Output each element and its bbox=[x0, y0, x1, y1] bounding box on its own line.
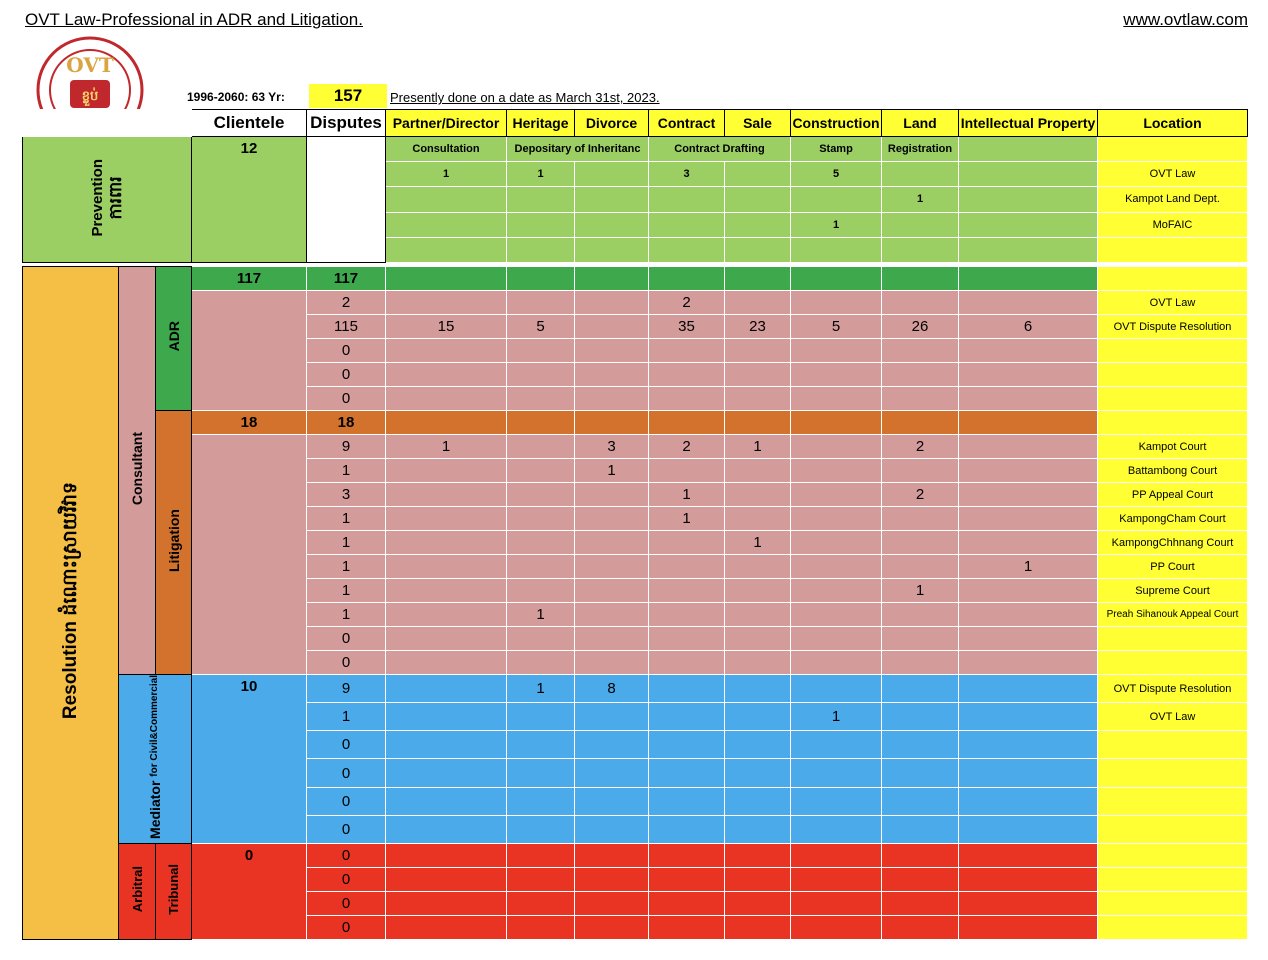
table-cell: 1 bbox=[882, 579, 959, 603]
table-cell: 5 bbox=[791, 162, 882, 187]
table-cell: 0 bbox=[307, 759, 386, 787]
table-cell: 1 bbox=[725, 531, 791, 555]
table-cell: 1 bbox=[307, 507, 386, 531]
svg-text:OVT: OVT bbox=[66, 53, 114, 77]
litigation-clientele: 18 bbox=[192, 411, 307, 435]
table-cell: 9 bbox=[307, 435, 386, 459]
header-title: OVT Law-Professional in ADR and Litigation. bbox=[25, 10, 363, 29]
location-cell: Kampot Court bbox=[1098, 435, 1248, 459]
table-cell: 1 bbox=[791, 703, 882, 731]
col-partner: Partner/Director bbox=[386, 110, 507, 137]
statistics-table bbox=[22, 109, 1248, 940]
litigation-disputes: 18 bbox=[307, 411, 386, 435]
arbitral-label: Arbitral bbox=[119, 843, 156, 939]
location-cell: PP Appeal Court bbox=[1098, 483, 1248, 507]
table-cell: 0 bbox=[307, 731, 386, 759]
date-note: Presently done on a date as March 31st, 2023. bbox=[390, 90, 660, 105]
location-cell: Supreme Court bbox=[1098, 579, 1248, 603]
table-cell: 0 bbox=[307, 891, 386, 915]
svg-text:ខ្លួប់: ខ្លួប់ bbox=[81, 89, 99, 104]
col-disputes: Disputes bbox=[307, 110, 386, 137]
table-cell bbox=[882, 162, 959, 187]
col-contract: Contract bbox=[649, 110, 725, 137]
table-cell: 1 bbox=[307, 579, 386, 603]
tribunal-label: Tribunal bbox=[156, 843, 192, 939]
col-location: Location bbox=[1098, 110, 1248, 137]
litigation-label: Litigation bbox=[156, 411, 192, 675]
sub-depositary: Depositary of Inheritanc bbox=[507, 137, 649, 162]
table-cell: 1 bbox=[507, 162, 575, 187]
prevention-label: Prevention ការពារ bbox=[23, 137, 192, 263]
location-cell: OVT Dispute Resolution bbox=[1098, 675, 1248, 703]
table-cell: 15 bbox=[386, 315, 507, 339]
table-cell: 3 bbox=[307, 483, 386, 507]
location-cell: Kampot Land Dept. bbox=[1098, 187, 1248, 212]
col-construction: Construction bbox=[791, 110, 882, 137]
table-cell: 1 bbox=[575, 459, 649, 483]
table-cell: 23 bbox=[725, 315, 791, 339]
sub-stamp: Stamp bbox=[791, 137, 882, 162]
location-cell: OVT Law bbox=[1098, 703, 1248, 731]
table-cell: 3 bbox=[575, 435, 649, 459]
table-cell: 2 bbox=[649, 291, 725, 315]
table-cell: 35 bbox=[649, 315, 725, 339]
location-cell: KampongCham Court bbox=[1098, 507, 1248, 531]
location-cell: Preah Sihanouk Appeal Court bbox=[1098, 603, 1248, 627]
website-link[interactable]: www.ovtlaw.com bbox=[1123, 10, 1248, 29]
table-cell: 2 bbox=[882, 435, 959, 459]
table-cell: 5 bbox=[507, 315, 575, 339]
table-cell: 1 bbox=[882, 187, 959, 212]
location-cell: KampongChhnang Court bbox=[1098, 531, 1248, 555]
table-cell: 1 bbox=[507, 675, 575, 703]
location-cell: OVT Law bbox=[1098, 291, 1248, 315]
location-cell: Battambong Court bbox=[1098, 459, 1248, 483]
table-cell: 0 bbox=[307, 387, 386, 411]
table-cell: 2 bbox=[307, 291, 386, 315]
location-cell: MoFAIC bbox=[1098, 212, 1248, 237]
col-clientele: Clientele bbox=[192, 110, 307, 137]
resolution-label: Resolution ដំណោះស្រាយវិវាទ bbox=[23, 267, 119, 940]
table-cell: 1 bbox=[507, 603, 575, 627]
table-cell: 1 bbox=[307, 459, 386, 483]
table-cell: 8 bbox=[575, 675, 649, 703]
table-cell: 0 bbox=[307, 915, 386, 939]
table-cell: 0 bbox=[307, 627, 386, 651]
period-label: 1996-2060: 63 Yr: bbox=[187, 90, 285, 104]
table-cell: 3 bbox=[649, 162, 725, 187]
table-cell: 1 bbox=[307, 555, 386, 579]
prevention-clientele: 12 bbox=[192, 137, 307, 263]
table-cell: 1 bbox=[307, 703, 386, 731]
location-cell: OVT Dispute Resolution bbox=[1098, 315, 1248, 339]
table-cell: 0 bbox=[307, 815, 386, 843]
sub-consultation: Consultation bbox=[386, 137, 507, 162]
table-cell: 2 bbox=[882, 483, 959, 507]
sub-registration: Registration bbox=[882, 137, 959, 162]
consultant-label: Consultant bbox=[119, 267, 156, 675]
table-cell: 0 bbox=[307, 843, 386, 867]
table-cell: 26 bbox=[882, 315, 959, 339]
col-divorce: Divorce bbox=[575, 110, 649, 137]
col-sale: Sale bbox=[725, 110, 791, 137]
mediator-clientele: 10 bbox=[192, 675, 307, 844]
mediator-label: Mediator for Civil&Commercial bbox=[119, 675, 192, 844]
col-ip: Intellectual Property bbox=[959, 110, 1098, 137]
adr-clientele: 117 bbox=[192, 267, 307, 291]
table-cell: 1 bbox=[386, 435, 507, 459]
table-cell: 2 bbox=[649, 435, 725, 459]
table-cell: 1 bbox=[649, 507, 725, 531]
table-cell: 0 bbox=[307, 787, 386, 815]
table-cell: 0 bbox=[307, 339, 386, 363]
col-heritage: Heritage bbox=[507, 110, 575, 137]
col-land: Land bbox=[882, 110, 959, 137]
table-cell: 1 bbox=[307, 603, 386, 627]
table-cell: 6 bbox=[959, 315, 1098, 339]
adr-disputes: 117 bbox=[307, 267, 386, 291]
location-cell: PP Court bbox=[1098, 555, 1248, 579]
table-cell: 1 bbox=[791, 212, 882, 237]
table-cell: 1 bbox=[386, 162, 507, 187]
total-count: 157 bbox=[309, 84, 387, 108]
table-cell: 1 bbox=[307, 531, 386, 555]
table-cell: 9 bbox=[307, 675, 386, 703]
arbitral-clientele: 0 bbox=[192, 843, 307, 939]
table-cell: 115 bbox=[307, 315, 386, 339]
table-cell: 0 bbox=[307, 867, 386, 891]
table-cell: 1 bbox=[725, 435, 791, 459]
table-cell: 1 bbox=[959, 555, 1098, 579]
table-cell: 0 bbox=[307, 363, 386, 387]
adr-label: ADR bbox=[156, 267, 192, 411]
table-cell: 5 bbox=[791, 315, 882, 339]
table-cell: 0 bbox=[307, 651, 386, 675]
table-cell: 1 bbox=[649, 483, 725, 507]
location-cell: OVT Law bbox=[1098, 162, 1248, 187]
sub-drafting: Contract Drafting bbox=[649, 137, 791, 162]
